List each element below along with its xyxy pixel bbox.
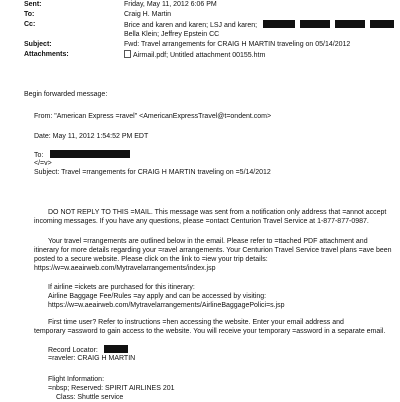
sent-label: Sent: xyxy=(24,1,42,8)
subject-label: Subject: xyxy=(24,41,52,48)
record-locator-label: Record Locator: xyxy=(48,347,98,354)
from-line: From: "American Express =ravel" <AmericanExpressTravel@t=ondent.com> xyxy=(34,113,272,120)
reserved-line: =nbsp; Reserved: SPIRIT AIRLINES 201 xyxy=(48,385,175,392)
attachments-label: Attachments: xyxy=(24,51,69,58)
begin-forwarded: Begin forwarded message: xyxy=(24,91,108,98)
sent-value: Friday, May 11, 2012 6:06 PM xyxy=(124,1,217,8)
class-line: Class: Shuttle service xyxy=(56,394,124,401)
date-line: Date: May 11, 2012 1:54:52 PM EDT xyxy=(34,133,149,140)
p4-line2: temporary =assword to gain access to the website. You will receive your temporary =assword in a separate email. xyxy=(34,328,386,335)
attachment-icon xyxy=(124,50,131,58)
to-value: Craig H. Martin xyxy=(124,11,172,18)
attachments-text: Airmail.pdf; Untitled attachment 00155.htm xyxy=(133,52,266,59)
redaction-box xyxy=(370,20,394,28)
p2-line3: posted to a secure website. Please click on the link to =iew your trip details: xyxy=(34,256,268,263)
p2-line1: Your travel =rrangements are outlined below in the email. Please refer to =ttached PDF attachment and xyxy=(48,238,368,245)
cc-names: Brice and karen and karen; LSJ and karen; xyxy=(124,22,258,29)
traveler-line: =raveler: CRAIG H MARTIN xyxy=(48,355,136,362)
cc-label: Cc: xyxy=(24,21,36,28)
to-prefix: To: xyxy=(34,152,44,159)
itinerary-link[interactable]: https://w=w.aeairweb.com/Mytravelarrangements/index.jsp xyxy=(34,265,216,272)
p1-line1: DO NOT REPLY TO THIS =MAIL. This message was sent from a notification only address that =annot accept xyxy=(48,209,387,216)
p2-line2: itinerary for more details regarding your =ravel arrangements. Your Centurion Travel Service travel plans =ave been xyxy=(34,247,392,254)
p3-line2: Airline Baggage Fee/Rules =ay apply and can be accessed by visiting: xyxy=(48,293,267,300)
redaction-box xyxy=(335,20,365,28)
to-label: To: xyxy=(24,11,35,18)
redaction-box xyxy=(104,345,128,353)
subject-value: Fwd: Travel arrangements for CRAIG H MARTIN traveling on 05/14/2012 xyxy=(124,41,351,48)
p4-line1: First time user? Refer to instructions =hen accessing the website. Enter your email address and xyxy=(48,319,344,326)
to-close: </=v> xyxy=(34,160,52,167)
p3-line1: If airline =ickets are purchased for this itinerary: xyxy=(48,284,195,291)
redaction-box xyxy=(263,20,295,28)
flight-info: Flight Information: xyxy=(48,376,105,383)
cc-value-line2: Bella Klein; Jeffrey Epstein CC xyxy=(124,31,220,38)
redaction-box xyxy=(50,150,130,158)
baggage-link[interactable]: https://w=w.aeairweb.com/Mytravelarrangements/AirlineBaggagePolici=s.jsp xyxy=(48,302,285,309)
subject-line: Subject: Travel =rrangements for CRAIG H MARTIN traveling on =5/14/2012 xyxy=(34,169,271,176)
p1-line2: incoming messages. If you have any questions, please =ontact Centurion Travel Service at 1-877-877-0987. xyxy=(34,218,369,225)
attachments-value[interactable] xyxy=(124,50,265,60)
cc-value-line1 xyxy=(124,20,394,30)
redaction-box xyxy=(300,20,330,28)
